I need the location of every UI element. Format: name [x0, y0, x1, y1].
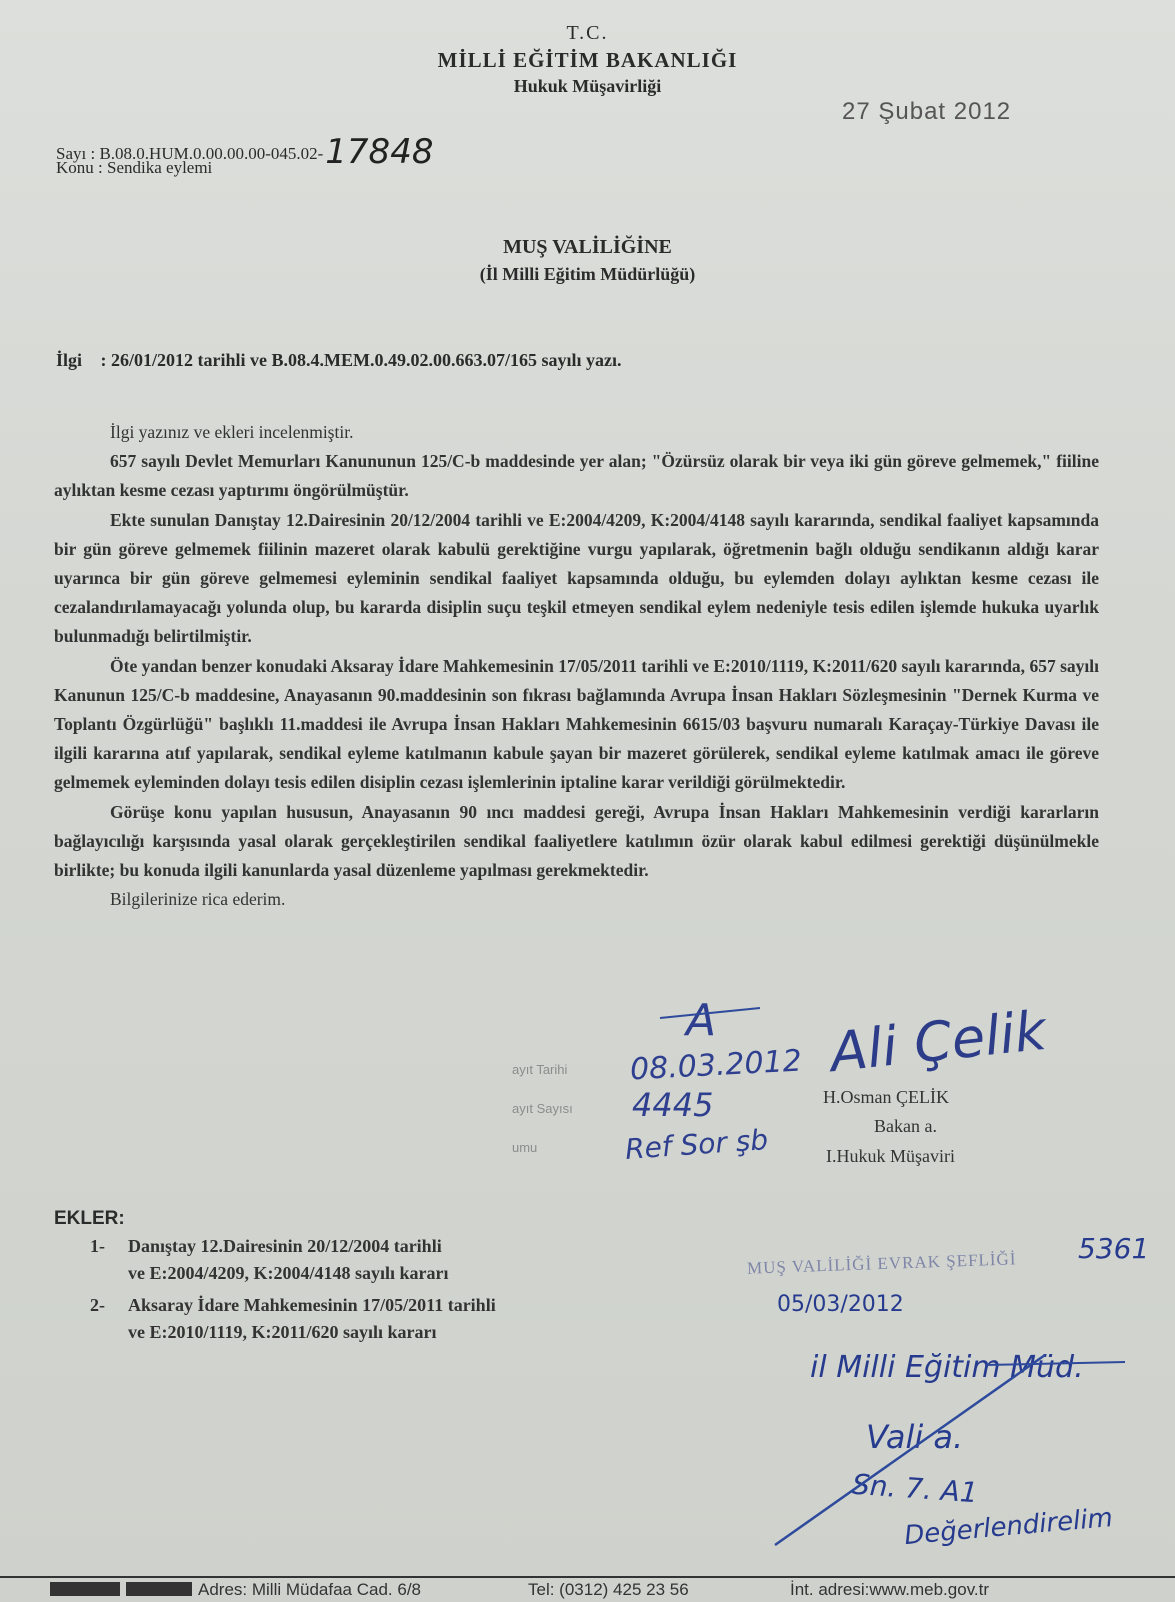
receipt-number-label: ayıt Sayısı	[512, 1101, 573, 1116]
handwritten-note-3: Değerlendirelim	[903, 1502, 1115, 1552]
handwritten-note-2: Sn. 7. A1	[851, 1467, 979, 1510]
date-stamp: 27 Şubat 2012	[842, 98, 1012, 125]
sayi-handwritten: 17848	[325, 132, 434, 172]
evrak-stamp-title: MUŞ VALİLİĞİ EVRAK ŞEFLİĞİ	[746, 1249, 1017, 1278]
receipt-third-label: umu	[512, 1140, 538, 1155]
footer-bar	[50, 1582, 120, 1596]
ilgi-value: : 26/01/2012 tarihli ve B.08.4.MEM.0.49.02.00.663.07/165 sayılı yazı.	[100, 350, 622, 370]
addressee-title: MUŞ VALİLİĞİNE	[503, 236, 672, 258]
receipt-date-handwritten: 08.03.2012	[629, 1043, 803, 1088]
footer-bar	[126, 1582, 192, 1596]
sayi-label: Sayı	[56, 144, 87, 163]
footer-web: İnt. adresi:www.meb.gov.tr	[790, 1580, 990, 1599]
footer-tel: Tel: (0312) 425 23 56	[528, 1580, 689, 1599]
letter-body	[54, 418, 1099, 914]
header-tc: T.C.	[566, 22, 609, 44]
evrak-stamp-number: 5361	[1078, 1232, 1150, 1265]
header-department: Hukuk Müşavirliği	[513, 76, 662, 96]
ek-item-1-cont	[128, 1263, 448, 1284]
receipt-number-handwritten: 4445	[632, 1086, 714, 1124]
ek-line: ve E:2010/1119, K:2011/620 sayılı kararı	[128, 1322, 437, 1342]
ek-number: 1-	[90, 1236, 105, 1256]
ilgi-label: İlgi	[56, 350, 83, 370]
ek-line: Danıştay 12.Dairesinin 20/12/2004 tarihli	[128, 1236, 442, 1256]
footer	[0, 1576, 1175, 1602]
signatory-title: I.Hukuk Müşaviri	[826, 1146, 955, 1166]
body-paragraph: İlgi yazınız ve ekleri incelenmiştir.	[110, 422, 354, 442]
konu-value: : Sendika eylemi	[98, 158, 213, 177]
ek-number: 2-	[90, 1295, 105, 1315]
receipt-third-handwritten: Ref Sor şb	[624, 1123, 770, 1166]
konu-label: Konu	[56, 158, 94, 177]
body-paragraph: 657 sayılı Devlet Memurları Kanununun 125/C-b maddesinde yer alan; "Özürsüz olarak bir veya iki gün göreve gelmemek," fiiline aylıktan kesme cezası yaptırımı öngörülmüştür.	[54, 451, 1099, 501]
sayi-value: : B.08.0.HUM.0.00.00.00-045.02-	[90, 144, 324, 163]
ilgi-line	[56, 350, 622, 371]
ek-item-1	[90, 1236, 442, 1257]
body-closing: Bilgilerinize rica ederim.	[110, 889, 286, 910]
ek-line: ve E:2004/4209, K:2004/4148 sayılı kararı	[128, 1263, 449, 1283]
receipt-date-label: ayıt Tarihi	[512, 1062, 568, 1077]
body-paragraph: Ekte sunulan Danıştay 12.Dairesinin 20/12/2004 tarihli ve E:2004/4209, K:2004/4148 sayılı kararında, sendikal faaliyet kapsamında bir gün göreve gelmemek fiilinin mazeret olarak kabulü gerektiğine vurgu yapılarak, öğretmenin bağlı olduğu sendikanın aldığı karar uyarınca bir gün göreve gelmemesi eyleminin sendikal faaliyet kapsamında olduğu, bu eylemden dolayı aylıktan kesme cezası ile cezalandırılamayacağı yolunda olup, bu kararda disiplin suçu teşkil etmeyen sendikal eylem nedeniyle tesis edilen işlemde hukuka uyarlık bulunmadığı belirtilmiştir.	[54, 509, 1099, 647]
handwritten-signature: Ali Çelik	[827, 998, 1050, 1085]
ek-item-2-cont	[128, 1322, 437, 1343]
body-paragraph: Öte yandan benzer konudaki Aksaray İdare Mahkemesinin 17/05/2011 tarihli ve E:2010/1119, K:2011/620 sayılı kararında, 657 sayılı Kanunun 125/C-b maddesine, Anayasanın 90.maddesinin son fıkrası bağlamında Avrupa İnsan Hakları Sözleşmesinin "Dernek Kurma ve Toplantı Özgürlüğü" başlıklı 11.maddesi ile Avrupa İnsan Hakları Mahkemesinin 6615/03 başvuru numaralı Karaçay-Türkiye Davası ile ilgili kararına atıf yapılarak, sendikal eyleme katılmanın kabule şayan bir mazeret görülerek, sendikal eyleme katılmak amacı ile göreve gelmemek eyleminden dolayı tesis edilen disiplin cezası işlemlerinin iptaline karar verildiği görülmektedir.	[54, 655, 1099, 793]
ek-item-2	[90, 1295, 496, 1316]
signatory-role: Bakan a.	[874, 1116, 937, 1136]
footer-address: Adres: Milli Müdafaa Cad. 6/8	[198, 1580, 421, 1599]
ekler-heading: EKLER:	[54, 1208, 125, 1229]
header-ministry: MİLLİ EĞİTİM BAKANLIĞI	[437, 48, 738, 72]
evrak-stamp-dept: il Milli Eğitim Müd.	[810, 1350, 1084, 1385]
evrak-stamp-date: 05/03/2012	[777, 1292, 904, 1317]
ek-line: Aksaray İdare Mahkemesinin 17/05/2011 tarihli	[128, 1295, 496, 1315]
signatory-name: H.Osman ÇELİK	[823, 1087, 949, 1107]
body-paragraph: Görüşe konu yapılan hususun, Anayasanın 90 ıncı maddesi gereği, Avrupa İnsan Hakları Mahkemesinin verdiği kararların bağlayıcılığı karşısında yasal olarak gerçekleştirilen sendikal faaliyetlere katılımın özür olarak kabul edilmesi gerektiği düşünülmekle birlikte; bu konuda ilgili kanunlarda yasal düzenleme yapılması gerekmektedir.	[54, 801, 1099, 881]
receipt-initial-handwritten: A	[686, 995, 717, 1046]
handwritten-note-1: Vali a.	[866, 1418, 964, 1456]
addressee-subtitle: (İl Milli Eğitim Müdürlüğü)	[479, 264, 696, 284]
konu-line	[56, 158, 212, 178]
